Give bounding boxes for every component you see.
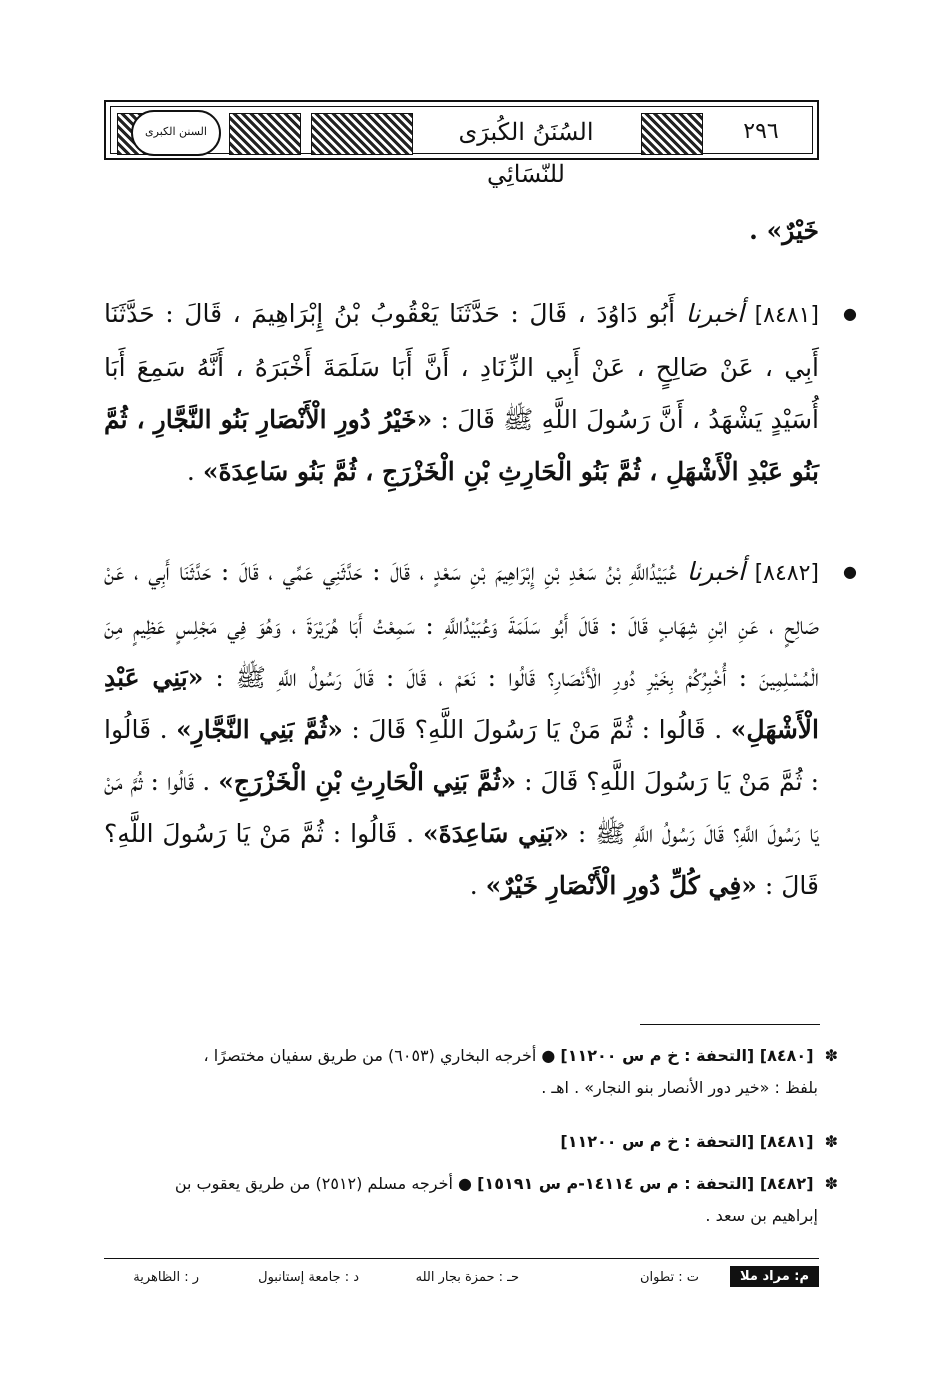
bullet-icon: ●	[843, 562, 857, 581]
header-frame	[110, 106, 813, 188]
hadith-paragraph	[104, 288, 857, 498]
footnote-ref: [٨٤٨١] [التحفة : خ م س ١١٢٠٠]	[560, 1132, 814, 1151]
title-medallion: السنن الكبرى	[131, 110, 221, 156]
hadith-number: [٨٤٨١]	[754, 303, 820, 328]
footnote-8480	[104, 1040, 838, 1104]
matn-text: «بَنِي عَبْدِ الْأَشْهَلِ»	[104, 663, 819, 744]
ornament-center-right	[641, 113, 703, 155]
footnote-ref: [٨٤٨٠] [التحفة : خ م س ١١٢٠٠]	[560, 1046, 814, 1065]
bullet-icon: ●	[843, 304, 857, 323]
footer-divider	[104, 1258, 819, 1259]
matn-text: «ثُمَّ بَنِي الْحَارِثِ بْنِ الْخَزْرَجِ»	[218, 767, 517, 796]
footnote-continuation: إبراهيم بن سعد .	[705, 1206, 818, 1225]
hadith-8481	[104, 288, 857, 498]
matn-text: «ثُمَّ بَنِي النَّجَّارِ»	[176, 715, 343, 744]
hadith-number: [٨٤٨٢]	[754, 561, 820, 586]
hadith-text: . قَالُوا : ثُمَّ مَنْ يَا رَسُولَ اللَّهِ؟ قَالَ :	[104, 715, 820, 796]
hadith-end: .	[469, 871, 486, 900]
star-icon: ✽	[824, 1046, 838, 1065]
siglum-h: حـ : حمزة بجار الله	[415, 1270, 519, 1285]
akhbarana: أخبرنا	[686, 557, 746, 586]
footnote-text: ● أخرجه البخاري (٦٠٥٣) من طريق سفيان مختصرًا ،	[203, 1046, 556, 1065]
manuscript-sigla	[104, 1264, 819, 1294]
ornament-left-2	[229, 113, 301, 155]
matn-text: «بَنِي سَاعِدَةَ»	[422, 819, 569, 848]
akhbarana: أخبرنا	[685, 299, 744, 328]
footnote-text: ● أخرجه مسلم (٢٥١٢) من طريق يعقوب بن	[174, 1174, 473, 1193]
hadith-8482	[104, 546, 857, 912]
continuation-text: خَيْرٌ» .	[749, 216, 819, 245]
footnote-divider	[640, 1024, 820, 1025]
footnote-8482	[104, 1168, 838, 1232]
siglum-m: م: مراد ملا	[730, 1266, 819, 1287]
page-header	[104, 100, 819, 188]
matn-text: «خَيْرُ دُورِ الْأَنْصَارِ بَنُو النَّجَّارِ ، ثُمَّ بَنُو عَبْدِ الْأَشْهَلِ ، ثُمَّ بَنُو الْحَارِثِ بْنِ الْخَزْرَجِ ، ثُمَّ بَنُو سَاعِدَةَ»	[104, 405, 819, 486]
matn-text: «فِي كُلِّ دُورِ الْأَنْصَارِ خَيْرٌ»	[485, 871, 757, 900]
book-title: السُنَنُ الكُبرَى للنّسَائِي	[458, 118, 594, 188]
footnote-ref: [٨٤٨٢] [التحفة : م س ١٤١١٤-م س ١٥١٩١]	[477, 1174, 814, 1193]
hadith-end: .	[186, 457, 203, 486]
continuation-line	[104, 205, 819, 257]
isnad-text: أَبُو دَاوُدَ ، قَالَ : حَدَّثَنَا يَعْقُوبُ بْنُ إِبْرَاهِيمَ ، قَالَ : حَدَّثَنَا أَبِي ، عَنْ صَالِحٍ ، عَنْ أَبِي الزِّنَادِ ، أَنَّ أَبَا سَلَمَةَ أَخْبَرَهُ ، أَنَّهُ سَمِعَ أَبَا أُسَيْدٍ يَشْهَدُ ، أَنَّ رَسُولَ اللَّهِ ﷺ قَالَ :	[104, 299, 820, 434]
hadith-paragraph	[104, 546, 857, 912]
star-icon: ✽	[824, 1132, 838, 1151]
footnote-8481	[104, 1126, 838, 1158]
siglum-t: ت : تطوان	[639, 1270, 699, 1285]
isnad-text: عُبَيْدُاللَّهِ بْنُ سَعْدِ بْنِ إِبْرَاهِيمَ بْنِ سَعْدٍ ، قَالَ : حَدَّثَنِي عَمِّي ، قَالَ : حَدَّثَنَا أَبِي ، عَنْ صَالِحٍ ، عَنِ ابْنِ شِهَابٍ قَالَ : قَالَ أَبُو سَلَمَةَ وَعُبَيْدُاللَّهِ : سَمِعْتُ أَبَا هُرَيْرَةَ ، وَهُوَ فِي مَجْلِسٍ عَظِيمٍ مِنَ الْمُسْلِمِينَ : أُخْبِرُكُمْ بِخَيْرِ دُورِ الْأَنْصَارِ؟ قَالُوا : نَعَمْ ، قَالَ : قَالَ رَسُولُ اللَّهِ ﷺ :	[104, 557, 819, 692]
footnote-continuation: بلفظ : «خير دور الأنصار بنو النجار» . اهـ .	[541, 1078, 818, 1097]
page-number: ٢٩٦	[743, 119, 779, 144]
ornament-center-left	[311, 113, 413, 155]
star-icon: ✽	[824, 1174, 838, 1193]
hadith-text: . قَالُوا : ثُمَّ مَنْ يَا رَسُولَ اللَّهِ؟ قَالَ :	[342, 715, 731, 744]
hadith-text: . قَالُوا : ثُمَّ مَنْ يَا رَسُولَ اللَّهِ؟ قَالَ رَسُولُ اللَّهِ ﷺ :	[104, 767, 819, 848]
siglum-d: د : جامعة إستانبول	[258, 1270, 359, 1285]
hadith-text: . قَالُوا : ثُمَّ مَنْ يَا رَسُولَ اللَّهِ؟ قَالَ :	[104, 819, 819, 900]
siglum-r: ر : الظاهرية	[133, 1270, 199, 1285]
